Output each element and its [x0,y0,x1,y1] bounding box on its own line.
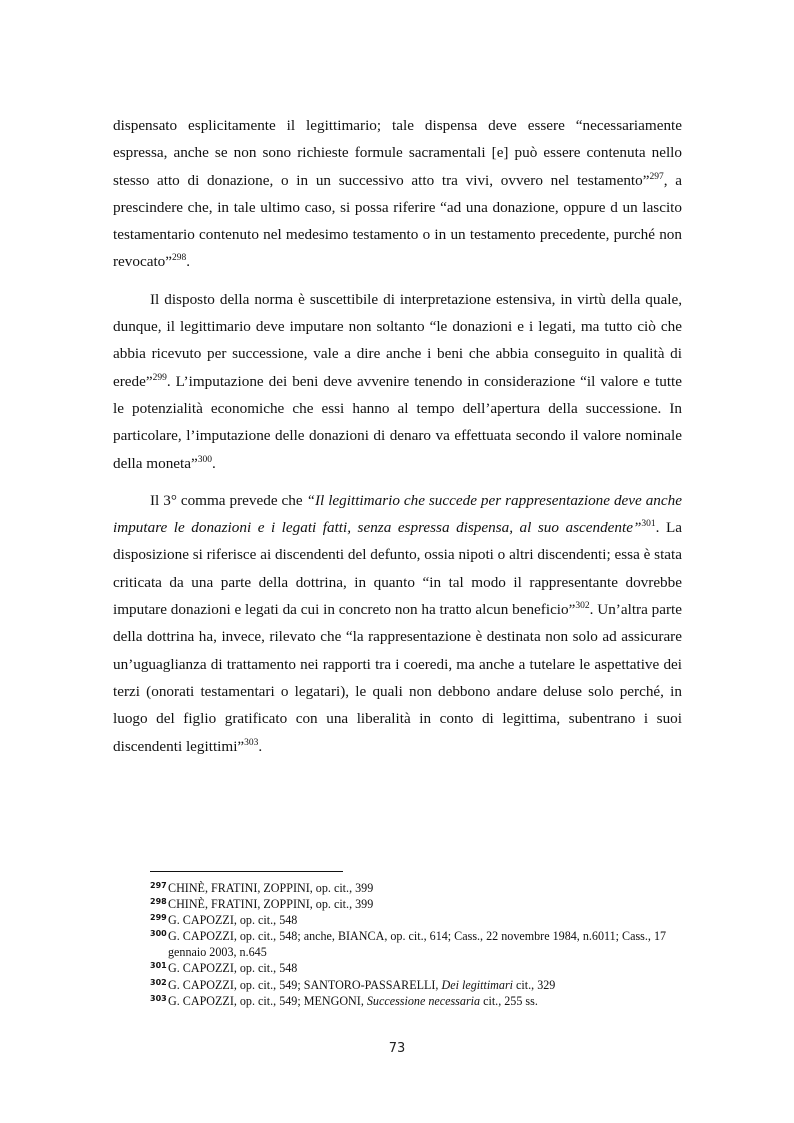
text-run: . [258,737,263,755]
paragraph-2 [113,286,682,477]
paragraph-1 [113,112,682,276]
footnote-ref[interactable]: 299 [152,372,167,383]
footnote-number: 299 [150,913,167,923]
footnote-separator [150,871,343,872]
footnote-text: G. CAPOZZI, op. cit., 549; SANTORO-PASSARELLI, [168,977,442,992]
cited-work-title: Dei legittimari [441,977,514,992]
footnote-text: cit., 329 [513,977,556,992]
footnote-number: 298 [150,897,167,907]
footnote-text: CHINÈ, FRATINI, ZOPPINI, op. cit., 399 [168,881,374,895]
footnote-text: G. CAPOZZI, op. cit., 548 [168,913,298,928]
footnote-number: 302 [150,977,167,987]
footnote-text: CHINÈ, FRATINI, ZOPPINI, op. cit., 399 [168,897,374,912]
text-run: dispensato esplicitamente il legittimario; tale dispensa deve essere “necessariamente espressa, anche se non sono richieste formule sacramentali [e] può essere contenuta nello stesso atto di donazione, o in un successivo atto tra vivi, ovvero nel testamento” [113,117,682,189]
footnote-text: cit., 255 ss. [480,993,538,1008]
footnote-number: 297 [150,881,167,890]
text-run: , a prescindere che, in tale ultimo caso, si possa riferire “ad una donazione, oppure d un lascito testamentario contenuto nel medesimo testamento o in un testamento precedente, purché non revocato” [113,171,682,271]
footnote-ref[interactable]: 302 [575,601,590,612]
text-run: . La disposizione si riferisce ai discendenti del defunto, ossia nipoti o altri discendenti; essa è stata criticata da una parte della dottrina, in quanto “in tal modo il rappresentante dovrebbe imputare donazioni e legati da cui in concreto non ha tratto alcun beneficio” [113,519,682,619]
footnote-number: 301 [150,961,167,971]
text-run: . L’imputazione dei beni deve avvenire tenendo in considerazione “il valore e tutte le potenzialità economiche che essi hanno al tempo dell’apertura della successione. In particolare, l’imputazione delle donazioni di denaro va effettuata secondo il valore nominale della moneta” [113,372,682,472]
cited-work-title: Successione necessaria [366,993,481,1008]
footnote-301 [150,960,690,976]
footnote-302 [150,977,690,993]
text-run: Il disposto della norma è suscettibile di interpretazione estensiva, in virtù della quale, dunque, il legittimario deve imputare non soltanto “le donazioni e i legati, ma tutto ciò che abbia ricevuto per successione, vale a dire anche i beni che abbia conseguito in qualità di erede” [113,290,682,390]
footnote-text: G. CAPOZZI, op. cit., 549; MENGONI, [168,993,367,1008]
text-run: Il 3° comma prevede che [150,491,307,509]
footnote-ref[interactable]: 297 [649,171,664,182]
text-run: . [186,253,191,271]
footnote-ref[interactable]: 300 [197,454,213,465]
text-run: . Un’altra parte della dottrina ha, invece, rilevato che “la rappresentazione è destinata non solo ad assicurare un’uguaglianza di trattamento nei rapporti tra i coeredi, ma anche a tutelare le aspettative dei terzi (onorati testamentari o legatari), le quali non debbono andare deluse solo perché, in luogo del figlio gratificato con una liberalità in conto di legittima, subentrano i suoi discendenti legittimi” [113,601,682,755]
footnote-ref[interactable]: 303 [244,737,259,748]
footnote-number: 303 [150,993,167,1003]
quoted-law-text: “Il legittimario che succede per rappresentazione deve anche imputare le donazioni e i legati fatti, senza espressa dispensa, al suo ascendente” [113,491,682,537]
footnote-299 [150,912,690,928]
page-number: 73 [388,1041,406,1056]
footnote-number: 300 [150,929,167,939]
body-text [113,112,682,760]
footnote-297 [150,880,690,896]
text-run: . [212,454,216,472]
footnote-text: G. CAPOZZI, op. cit., 548 [168,961,298,976]
footnote-ref[interactable]: 298 [172,253,187,264]
footnote-ref[interactable]: 301 [641,519,656,530]
footnote-300 [150,928,690,960]
footnote-text: G. CAPOZZI, op. cit., 548; anche, BIANCA, op. cit., 614; Cass., 22 novembre 1984, n.6011; Cass., 17 gennaio 2003, n.645 [168,929,667,960]
paragraph-3 [113,487,682,760]
footnote-303 [150,993,690,1009]
footnote-298 [150,896,690,912]
footnotes [150,880,690,1009]
